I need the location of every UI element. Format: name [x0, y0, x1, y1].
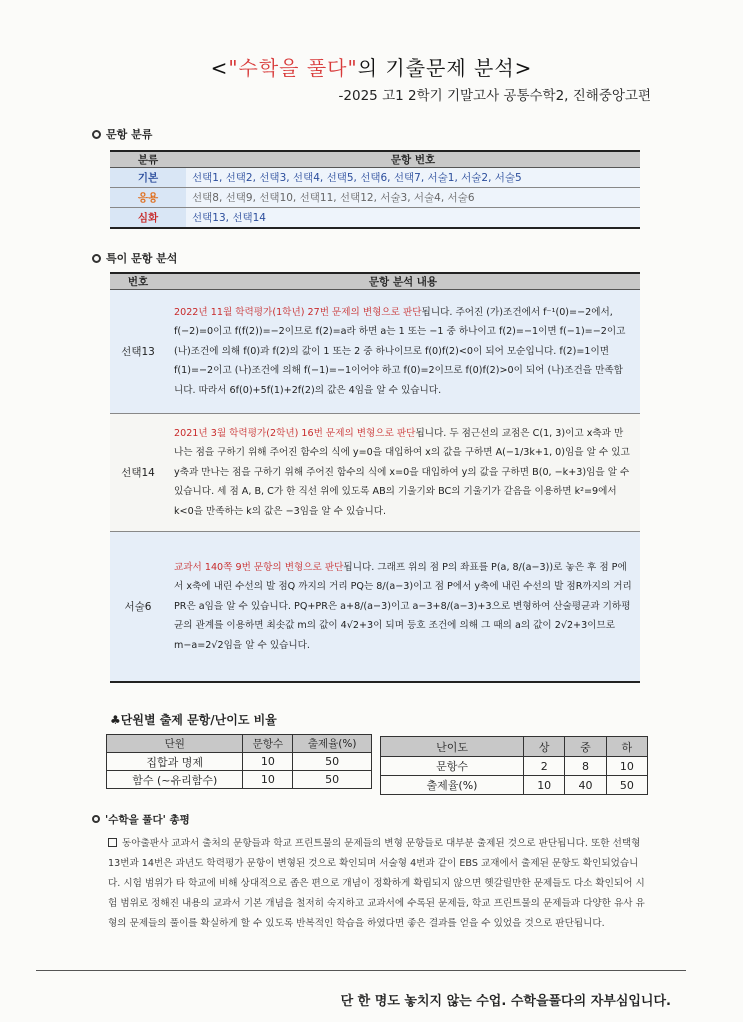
col-header: 상 [524, 737, 565, 757]
table-cell: 10 [243, 753, 293, 771]
table-row [381, 757, 648, 776]
col-header-no: 번호 [110, 273, 166, 290]
table-cell: 함수 (~유리함수) [107, 771, 243, 789]
difficulty-ratio-table [380, 736, 648, 795]
type-basic: 기본 [110, 168, 186, 188]
table-row [110, 532, 640, 682]
bullet-circle-icon [92, 815, 100, 823]
page-title: <"수학을 풀다"의 기출문제 분석> [210, 56, 533, 80]
analysis-source: 2021년 3월 학력평가(2학년) 16번 문제의 변형으로 판단 [174, 427, 416, 439]
table-cell: 50 [293, 771, 372, 789]
review-text-block [108, 834, 648, 934]
table-cell: 40 [565, 776, 606, 795]
bullet-circle-icon [92, 130, 101, 139]
analysis-content [166, 532, 640, 682]
analysis-body: 됩니다. 두 점근선의 교점은 C(1, 3)이고 x축과 만나는 점을 구하기 위해 주어진 함수의 식에 y=0을 대입하여 x의 값을 구하면 A(−1/3k+1, 0)임을 알 수 있고 y축과 만나는 점을 구하기 위해 주어진 함수의 식에 x=0을 대입하여 y의 값을 구하면 B(0, −k+3)임을 알 수 있습니다. 세 점 A, B, C가 한 직선 위에 있도록 AB의 기울기와 BC의 기울기가 같음을 이용하면 k²=9에서 k<0을 만족하는 k의 값은 −3임을 알 수 있습니다. [174, 427, 630, 517]
col-header: 출제율(%) [293, 735, 372, 753]
ratio-heading: ♣단원별 출제 문항/난이도 비율 [110, 713, 277, 727]
table-cell: 8 [565, 757, 606, 776]
table-cell: 10 [243, 771, 293, 789]
col-header: 단원 [107, 735, 243, 753]
classification-heading: 문항 분류 [92, 126, 152, 142]
table-row [110, 188, 640, 208]
table-row [107, 753, 372, 771]
analysis-body: 됩니다. 주어진 (가)조건에서 f⁻¹(0)=−2에서, f(−2)=0이고 f(f(2))=−2이므로 f(2)=a라 하면 a는 1 또는 −1 중 하나이고 f(2)=−1이면 f(−1)=−2이고 (나)조건에 의해 f(0)과 f(2)의 값이 1 또는 2 중 하나이므로 f(0)f(2)<0이 되어 모순입니다. f(2)=1이면 f(1)=−2이고 (나)조건에 의해 f(−1)=−1이어야 하고 f(0)=2이므로 f(0)f(2)>0이 되어 (나)조건을 만족합니다. 따라서 6f(0)+5f(1)+2f(2)의 값은 4임을 알 수 있습니다. [174, 306, 626, 396]
col-header: 난이도 [381, 737, 524, 757]
col-header: 중 [565, 737, 606, 757]
table-row [107, 771, 372, 789]
type-applied: 응용 [110, 188, 186, 208]
table-cell: 2 [524, 757, 565, 776]
footer-divider [36, 970, 686, 971]
type-advanced: 심화 [110, 208, 186, 228]
analysis-content [166, 290, 640, 414]
table-cell: 문항수 [381, 757, 524, 776]
review-heading: '수학을 풀다' 총평 [92, 812, 190, 827]
analysis-source: 교과서 140쪽 9번 문항의 변형으로 판단 [174, 561, 344, 573]
table-cell: 10 [524, 776, 565, 795]
analysis-source: 2022년 11월 학력평가(1학년) 27번 문제의 변형으로 판단 [174, 306, 422, 318]
analysis-table [110, 272, 640, 683]
table-row [110, 168, 640, 188]
table-cell: 50 [293, 753, 372, 771]
items-applied: 선택8, 선택9, 선택10, 선택11, 선택12, 서술3, 서술4, 서술6 [186, 188, 640, 208]
col-header-items: 문항 번호 [186, 151, 640, 168]
review-text: 동아출판사 교과서 출처의 문항들과 학교 프린트물의 문제들의 변형 문항들로 대부분 출제된 것으로 판단됩니다. 또한 선택형 13번과 14번은 과년도 학력평가 문항이 변형된 것으로 확인되며 서술형 4번과 같이 EBS 교재에서 출제된 문항도 확인되었습니다. 시험 범위가 타 학교에 비해 상대적으로 좁은 편으로 개념이 정확하게 확립되지 않으면 헷갈릴만한 문제들도 다소 확인되어 시험 범위로 정해진 내용의 교과서 기본 개념을 철저히 숙지하고 교과서에 수록된 문제들, 학교 프린트물의 문제들과 다양한 유사 유형의 문제들의 풀이를 확실하게 할 수 있도록 반복적인 학습을 하였다면 좋은 결과를 얻을 수 있었을 것으로 판단됩니다. [108, 838, 645, 929]
table-cell: 10 [606, 757, 647, 776]
title-brand: "수학을 풀다" [228, 56, 358, 80]
analysis-no: 선택14 [110, 414, 166, 532]
items-basic: 선택1, 선택2, 선택3, 선택4, 선택5, 선택6, 선택7, 서술1, 서술2, 서술5 [186, 168, 640, 188]
analysis-content [166, 414, 640, 532]
table-row [110, 414, 640, 532]
table-cell: 출제율(%) [381, 776, 524, 795]
analysis-no: 선택13 [110, 290, 166, 414]
col-header: 하 [606, 737, 647, 757]
col-header: 문항수 [243, 735, 293, 753]
table-row [381, 776, 648, 795]
col-header-type: 분류 [110, 151, 186, 168]
table-cell: 집합과 명제 [107, 753, 243, 771]
page-subtitle: -2025 고1 2학기 기말고사 공통수학2, 진해중앙고편 [338, 88, 651, 104]
bullet-circle-icon [92, 254, 101, 263]
table-cell: 50 [606, 776, 647, 795]
footer-slogan: 단 한 명도 놓치지 않는 수업. 수학을풀다의 자부심입니다. [340, 994, 671, 1009]
table-row [110, 290, 640, 414]
table-row [110, 208, 640, 228]
items-advanced: 선택13, 선택14 [186, 208, 640, 228]
checkbox-square-icon [108, 838, 117, 847]
classification-table [110, 150, 640, 229]
unit-ratio-table [106, 734, 372, 789]
analysis-heading: 특이 문항 분석 [92, 250, 177, 266]
analysis-body: 됩니다. 그래프 위의 점 P의 좌표를 P(a, 8/(a−3))로 놓은 후 점 P에서 x축에 내린 수선의 발 점Q 까지의 거리 PQ는 8/(a−3)이고 점 P에서 y축에 내린 수선의 발 점R까지의 거리 PR은 a임을 알 수 있습니다. PQ+PR은 a+8/(a−3)이고 a−3+8/(a−3)+3으로 변형하여 산술평균과 기하평균의 관계를 이용하면 최솟값 m의 값이 4√2+3이 되며 등호 조건에 의해 그 때의 a의 값이 2√2+3이므로 m−a=2√2임을 알 수 있습니다. [174, 561, 632, 651]
col-header-content: 문항 분석 내용 [166, 273, 640, 290]
analysis-no: 서술6 [110, 532, 166, 682]
